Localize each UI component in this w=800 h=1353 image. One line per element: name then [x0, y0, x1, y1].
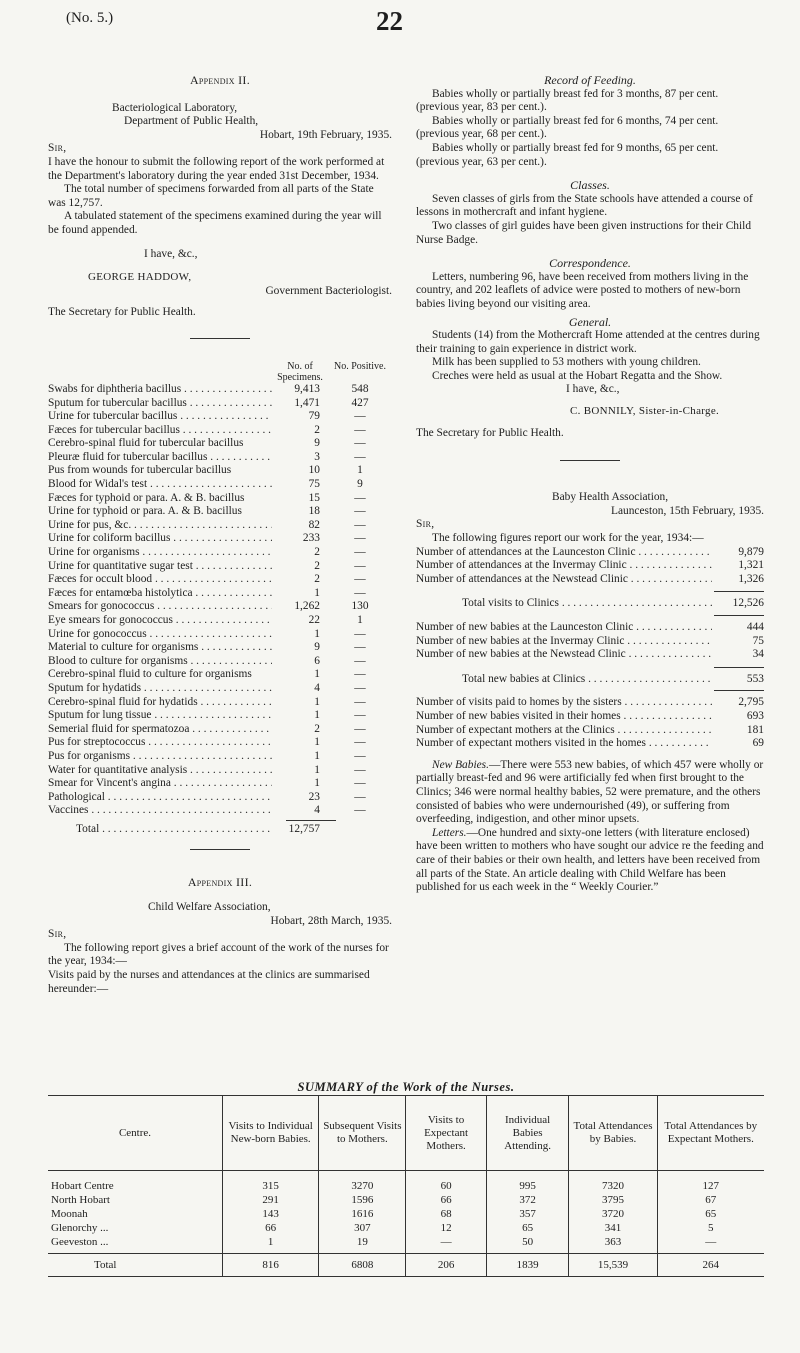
positive-count: —	[354, 518, 366, 531]
figure-value: 2,795	[738, 696, 764, 709]
specimen-label: Cerebro-spinal fluid for tubercular bacillus	[48, 437, 244, 450]
table-cell: 7320	[569, 1171, 657, 1194]
feeding-heading: Record of Feeding.	[544, 73, 636, 87]
specimen-label: Sputum for lung tissue	[48, 709, 152, 722]
table-row	[48, 1235, 764, 1254]
letters-heading: Letters.	[432, 826, 467, 839]
specimen-label: Water for quantitative analysis	[48, 763, 188, 776]
specimen-row	[48, 723, 392, 737]
addressee: The Secretary for Public Health.	[48, 306, 196, 319]
specimen-count: 23	[308, 790, 320, 803]
table-cell: 50	[486, 1235, 569, 1254]
total-visits-row	[416, 597, 764, 611]
figure-label: Number of new babies visited in their homes	[416, 709, 621, 722]
specimen-row	[48, 777, 392, 791]
col-subsequent-visits: Subsequent Visits to Mothers.	[319, 1096, 406, 1171]
specimen-label: Blood to culture for organisms	[48, 654, 188, 667]
total-label: Total	[76, 822, 100, 835]
positive-count: —	[354, 709, 366, 722]
right-column	[416, 74, 764, 895]
specimen-row	[48, 682, 392, 696]
specimen-label: Fæces for entamœba histolytica	[48, 586, 193, 599]
specimen-count: 3	[314, 450, 320, 463]
table-cell: 1616	[319, 1207, 406, 1221]
specimen-row	[48, 437, 392, 451]
closing: I have, &c.,	[144, 247, 198, 260]
col-centre: Centre.	[48, 1096, 223, 1171]
specimen-row	[48, 451, 392, 465]
figure-label: Number of new babies at the Launceston Clinic	[416, 621, 634, 633]
specimen-row	[48, 791, 392, 805]
table-cell: 66	[223, 1221, 319, 1235]
specimen-count: 1	[314, 668, 320, 681]
figure-value: 1,326	[738, 572, 764, 585]
positive-count: —	[354, 559, 366, 572]
appendix-ii-heading: Appendix II.	[189, 73, 251, 87]
table-cell: 307	[319, 1221, 406, 1235]
bha-intro: The following figures report our work for the year, 1934:—	[432, 532, 704, 545]
summary-title: SUMMARY of the Work of the Nurses.	[297, 1080, 515, 1094]
divider	[560, 460, 620, 461]
specimen-count: 6	[314, 654, 320, 667]
attendance-row	[416, 559, 764, 573]
positive-count: —	[354, 763, 366, 776]
specimen-count: 18	[308, 505, 320, 518]
total-cell: 816	[223, 1254, 319, 1277]
positive-count: —	[354, 505, 366, 518]
specimen-row	[48, 696, 392, 710]
specimen-row	[48, 492, 392, 506]
table-cell: 3270	[319, 1171, 406, 1194]
specimen-count: 9,413	[294, 382, 320, 395]
divider	[714, 591, 764, 592]
col-newborn-visits: Visits to Individual New-born Babies.	[223, 1096, 319, 1171]
left-column	[48, 74, 392, 996]
address-line: Department of Public Health,	[124, 115, 259, 128]
figure-value: 444	[746, 621, 764, 633]
specimen-count: 75	[308, 478, 320, 491]
report-paragraph: The following report gives a brief account of the work of the nurses for the year, 1934:—	[48, 941, 389, 968]
signature-name: GEORGE HADDOW,	[88, 271, 192, 284]
specimen-row	[48, 804, 392, 818]
specimen-row	[48, 641, 392, 655]
address-line: Hobart, 28th March, 1935.	[270, 914, 392, 927]
table-row	[48, 1193, 764, 1207]
home-visit-row	[416, 724, 764, 738]
total-cell: 1839	[486, 1254, 569, 1277]
specimen-row	[48, 736, 392, 750]
specimen-count: 1,262	[294, 600, 320, 613]
specimen-count: 1	[314, 777, 320, 790]
specimen-row	[48, 587, 392, 601]
table-cell: 357	[486, 1207, 569, 1221]
col-individual-babies: Individual Babies Attending.	[486, 1096, 569, 1171]
table-cell: 341	[569, 1221, 657, 1235]
col-specimens: No. of Specimens.	[277, 360, 323, 383]
address-line: Hobart, 19th February, 1935.	[259, 128, 392, 141]
total-new-label: Total new babies at Clinics	[462, 672, 586, 685]
specimen-count: 9	[314, 437, 320, 450]
specimen-count: 1	[314, 749, 320, 762]
total-label: Total	[48, 1254, 223, 1277]
specimen-count: 79	[308, 410, 320, 423]
table-cell: 291	[223, 1193, 319, 1207]
bha-date: Launceston, 15th February, 1935.	[611, 504, 764, 517]
table-cell: 3795	[569, 1193, 657, 1207]
positive-count: —	[354, 736, 366, 749]
table-row	[48, 1207, 764, 1221]
correspondence-heading: Correspondence.	[549, 256, 631, 271]
specimen-count: 233	[302, 532, 320, 545]
specimen-row	[48, 546, 392, 560]
specimen-count: 2	[314, 546, 320, 559]
table-cell: 1	[223, 1235, 319, 1254]
positive-count: —	[354, 546, 366, 559]
table-row	[48, 1221, 764, 1235]
specimen-label: Sputum for tubercular bacillus	[48, 396, 187, 409]
positive-count: —	[354, 410, 366, 423]
appendix-iii-heading: Appendix III.	[187, 874, 253, 889]
total-cell: 15,539	[569, 1254, 657, 1277]
document-number: (No. 5.)	[66, 10, 114, 26]
specimen-count: 1	[314, 586, 320, 599]
summary-header-row	[48, 1096, 764, 1171]
specimen-label: Pus for organisms	[48, 749, 131, 762]
table-cell: 67	[657, 1193, 764, 1207]
specimen-row	[48, 600, 392, 614]
bha-org: Baby Health Association,	[552, 491, 669, 504]
total-visits-value: 12,526	[732, 597, 764, 610]
specimen-label: Pus from wounds for tubercular bacillus	[48, 464, 232, 477]
specimen-label: Urine for organisms	[48, 546, 140, 559]
table-cell: 12	[406, 1221, 486, 1235]
home-visit-row	[416, 737, 764, 751]
figure-label: Number of attendances at the Newstead Clinic	[416, 572, 628, 585]
specimen-label: Urine for quantitative sugar test	[48, 559, 193, 572]
specimen-count: 4	[314, 804, 320, 817]
figure-value: 181	[746, 723, 764, 736]
specimen-label: Fæces for occult blood	[48, 573, 153, 586]
positive-count: —	[354, 627, 366, 640]
table-cell: 372	[486, 1193, 569, 1207]
specimen-count: 82	[308, 518, 320, 531]
positive-count: —	[354, 450, 366, 463]
specimen-count: 22	[308, 614, 320, 626]
specimen-count: 2	[314, 423, 320, 436]
divider	[714, 690, 764, 691]
specimen-label: Smears for gonococcus	[48, 600, 155, 613]
table-cell: 65	[486, 1221, 569, 1235]
specimen-label: Swabs for diphtheria bacillus	[48, 382, 182, 395]
positive-count: —	[354, 804, 366, 817]
positive-count: —	[354, 695, 366, 708]
feeding-paragraph: Babies wholly or partially breast fed for 3 months, 87 per cent. (previous year, 83 per cent.).	[416, 87, 719, 114]
positive-count: —	[354, 722, 366, 735]
specimen-count: 2	[314, 559, 320, 572]
classes-paragraph: Seven classes of girls from the State schools have attended a course of lessons in mothercraft and infant hygiene.	[416, 192, 753, 219]
new-babies-paragraph: New Babies.—There were 553 new babies, of which 457 were wholly or partially breast-fed and 96 were artificially fed when first brought to the Clinics; 346 were normal healthy babies, 52 were premature, and the others consisted of babies who were undernourished (49), or suffering from overfeeding, indigestion, and other minor upsets.	[416, 758, 764, 826]
table-cell: 3720	[569, 1207, 657, 1221]
specimen-label: Smear for Vincent's angina	[48, 777, 171, 790]
positive-count: —	[354, 777, 366, 790]
report-paragraph: A tabulated statement of the specimens examined during the year will be found appended.	[48, 210, 382, 236]
table-cell: —	[657, 1235, 764, 1254]
closing: I have, &c.,	[566, 383, 620, 396]
specimen-count: 4	[314, 681, 320, 694]
figure-label: Number of visits paid to homes by the sisters	[416, 696, 622, 709]
salutation: Sir,	[48, 928, 67, 941]
specimen-label: Blood for Widal's test	[48, 478, 148, 491]
divider	[286, 820, 336, 821]
specimen-count: 1	[314, 763, 320, 776]
table-cell: 1596	[319, 1193, 406, 1207]
cwa-address	[48, 901, 392, 928]
general-paragraph: Students (14) from the Mothercraft Home attended at the centres during their training to gain experience in district work.	[416, 329, 760, 355]
specimen-count: 1	[314, 627, 320, 640]
address-line: Bacteriological Laboratory,	[112, 101, 238, 114]
general-paragraph: Creches were held as usual at the Hobart Regatta and the Show.	[432, 369, 723, 382]
specimen-row	[48, 628, 392, 642]
specimen-label: Cerebro-spinal fluid for hydatids	[48, 695, 198, 708]
specimen-row	[48, 410, 392, 424]
general-heading: General.	[568, 314, 612, 329]
specimen-label: Semerial fluid for spermatozoa	[48, 722, 190, 735]
figure-value: 9,879	[738, 545, 764, 558]
specimen-row	[48, 709, 392, 723]
total-cell: 264	[657, 1254, 764, 1277]
col-total-attendances-babies: Total Attendances by Babies.	[569, 1096, 657, 1171]
table-cell: 5	[657, 1221, 764, 1235]
home-visit-row	[416, 710, 764, 724]
col-total-attendances-expectant: Total Attendances by Expectant Mothers.	[657, 1096, 764, 1171]
figure-label: Number of attendances at the Launceston Clinic	[416, 545, 636, 558]
specimen-row	[48, 478, 392, 492]
table-cell: 65	[657, 1207, 764, 1221]
specimen-count: 9	[314, 641, 320, 654]
total-new-value: 553	[746, 672, 764, 685]
specimen-row	[48, 560, 392, 574]
centre-name: Glenorchy ...	[51, 1221, 109, 1234]
table-cell: 68	[406, 1207, 486, 1221]
divider	[714, 615, 764, 616]
specimen-label: Material to culture for organisms	[48, 641, 199, 654]
figure-value: 1,321	[738, 559, 764, 572]
specimen-count: 10	[308, 464, 320, 477]
positive-count: 130	[351, 600, 369, 613]
positive-count: 1	[357, 614, 363, 626]
report-paragraph: The total number of specimens forwarded from all parts of the State was 12,757.	[48, 183, 374, 209]
total-new-row	[416, 673, 764, 687]
specimen-total-row	[48, 823, 392, 837]
figure-value: 693	[746, 709, 764, 722]
specimen-row	[48, 505, 392, 519]
positive-count: —	[354, 681, 366, 694]
attendance-row	[416, 546, 764, 560]
page-number: 22	[376, 6, 403, 36]
report-paragraph: I have the honour to submit the following report of the work performed at the Department's laboratory during the year ended 31st December, 1934.	[48, 155, 385, 182]
specimen-label: Urine for typhoid or para. A. & B. bacillus	[48, 505, 242, 518]
specimen-row	[48, 614, 392, 628]
total-row	[48, 1254, 764, 1277]
table-cell: 143	[223, 1207, 319, 1221]
feeding-paragraph: Babies wholly or partially breast fed for 9 months, 65 per cent. (previous year, 63 per cent.).	[416, 141, 719, 168]
positive-count: —	[354, 437, 366, 450]
specimen-label: Fæces for typhoid or para. A. & B. bacillus	[48, 491, 245, 504]
table-cell: 66	[406, 1193, 486, 1207]
lab-address	[48, 102, 392, 143]
table-cell: 315	[223, 1171, 319, 1194]
table-cell: 363	[569, 1235, 657, 1254]
positive-count: 9	[357, 478, 363, 491]
specimen-label: Urine for tubercular bacillus	[48, 410, 178, 423]
addressee: The Secretary for Public Health.	[416, 426, 564, 439]
new-babies-list	[416, 621, 764, 662]
divider	[714, 667, 764, 668]
positive-count: —	[354, 654, 366, 667]
specimen-label: Pathological	[48, 790, 105, 803]
total-cell: 6808	[319, 1254, 406, 1277]
specimen-row	[48, 573, 392, 587]
table-cell: 127	[657, 1171, 764, 1194]
total-cell: 206	[406, 1254, 486, 1277]
positive-count: 1	[357, 464, 363, 477]
figure-value: 75	[752, 634, 764, 647]
total-value: 12,757	[288, 822, 320, 835]
specimen-count: 1	[314, 736, 320, 749]
col-positive: No. Positive.	[334, 360, 386, 372]
positive-count: —	[354, 668, 366, 681]
new-babies-heading: New Babies.	[432, 758, 489, 771]
specimen-count: 1	[314, 709, 320, 722]
classes-paragraph: Two classes of girl guides have been given instructions for their Child Nurse Badge.	[416, 219, 752, 246]
figure-label: Number of expectant mothers visited in the homes	[416, 737, 646, 750]
specimen-row	[48, 750, 392, 764]
specimen-row	[48, 397, 392, 411]
specimen-row	[48, 764, 392, 778]
specimen-count: 15	[308, 491, 320, 504]
signature: C. BONNILY, Sister-in-Charge.	[570, 405, 720, 418]
new-babies-row	[416, 621, 764, 635]
specimen-row	[48, 532, 392, 546]
specimen-label: Pleuræ fluid for tubercular bacillus	[48, 450, 208, 463]
divider	[190, 849, 250, 850]
table-cell: 19	[319, 1235, 406, 1254]
specimen-row	[48, 383, 392, 397]
specimen-table-header	[48, 361, 392, 383]
feeding-paragraph: Babies wholly or partially breast fed for 6 months, 74 per cent. (previous year, 68 per cent.).	[416, 114, 719, 141]
specimen-count: 1,471	[294, 396, 320, 409]
specimen-row	[48, 464, 392, 478]
specimen-count: 1	[314, 695, 320, 708]
specimen-row	[48, 519, 392, 533]
new-babies-row	[416, 648, 764, 662]
positive-count: 427	[351, 396, 369, 409]
figure-label: Number of expectant mothers at the Clinics	[416, 723, 615, 736]
specimen-label: Sputum for hydatids	[48, 681, 142, 694]
specimen-label: Urine for pus, &c.	[48, 518, 132, 531]
specimen-label: Urine for gonococcus	[48, 627, 147, 640]
address-line: Child Welfare Association,	[148, 901, 271, 914]
specimen-label: Urine for coliform bacillus	[48, 532, 171, 545]
positive-count: —	[354, 586, 366, 599]
positive-count: —	[354, 423, 366, 436]
general-paragraph: Milk has been supplied to 53 mothers with young children.	[432, 356, 701, 369]
specimen-row	[48, 424, 392, 438]
specimen-label: Fæces for tubercular bacillus	[48, 423, 180, 436]
home-visit-row	[416, 696, 764, 710]
specimen-table	[48, 383, 392, 818]
attendance-row	[416, 573, 764, 587]
figure-label: Number of new babies at the Newstead Clinic	[416, 648, 626, 661]
specimen-label: Vaccines	[48, 804, 89, 817]
divider	[190, 338, 250, 339]
table-row	[48, 1171, 764, 1194]
correspondence-paragraph: Letters, numbering 96, have been received from mothers living in the country, and 202 leaflets of advice were posted to mothers of new-born babies living beyond our visiting area.	[416, 270, 749, 310]
col-expectant-visits: Visits to Expectant Mothers.	[406, 1096, 486, 1171]
centre-name: Hobart Centre	[51, 1179, 114, 1192]
centre-name: Geeveston ...	[48, 1235, 223, 1254]
total-visits-label: Total visits to Clinics	[462, 597, 559, 610]
summary-table	[48, 1095, 764, 1277]
positive-count: —	[354, 532, 366, 545]
figure-label: Number of new babies at the Invermay Clinic	[416, 634, 625, 647]
salutation: Sir,	[48, 142, 67, 155]
positive-count: —	[354, 641, 366, 654]
specimen-count: 2	[314, 573, 320, 586]
new-babies-row	[416, 635, 764, 649]
report-paragraph: Visits paid by the nurses and attendances at the clinics are summarised hereunder:—	[48, 969, 370, 995]
home-visits-list	[416, 696, 764, 750]
specimen-row	[48, 655, 392, 669]
classes-heading: Classes.	[570, 178, 610, 193]
positive-count: —	[354, 491, 366, 504]
table-cell: 60	[406, 1171, 486, 1194]
table-cell: —	[406, 1235, 486, 1254]
positive-count: —	[354, 749, 366, 762]
figure-value: 69	[752, 737, 764, 750]
specimen-label: Eye smears for gonococcus	[48, 614, 173, 626]
signature-title: Government Bacteriologist.	[265, 284, 392, 297]
specimen-label: Cerebro-spinal fluid to culture for organisms	[48, 668, 252, 681]
positive-count: —	[354, 573, 366, 586]
figure-label: Number of attendances at the Invermay Clinic	[416, 559, 627, 572]
specimen-count: 2	[314, 722, 320, 735]
attendance-list	[416, 546, 764, 587]
positive-count: 548	[351, 382, 369, 395]
positive-count: —	[354, 790, 366, 803]
centre-name: Moonah	[51, 1207, 88, 1220]
centre-name: North Hobart	[51, 1193, 110, 1206]
salutation: Sir,	[416, 518, 435, 531]
figure-value: 34	[752, 648, 764, 661]
specimen-row	[48, 668, 392, 682]
specimen-label: Pus for streptococcus	[48, 736, 146, 749]
letters-paragraph: Letters.—One hundred and sixty-one letters (with literature enclosed) have been written to mothers who have sought our advice re the feeding and care of their babies or their own health, and letters have been received from all parts of the State. An article dealing with Child Welfare has been published for us each week in the “ Weekly Courier.”	[416, 826, 764, 894]
table-cell: 995	[486, 1171, 569, 1194]
